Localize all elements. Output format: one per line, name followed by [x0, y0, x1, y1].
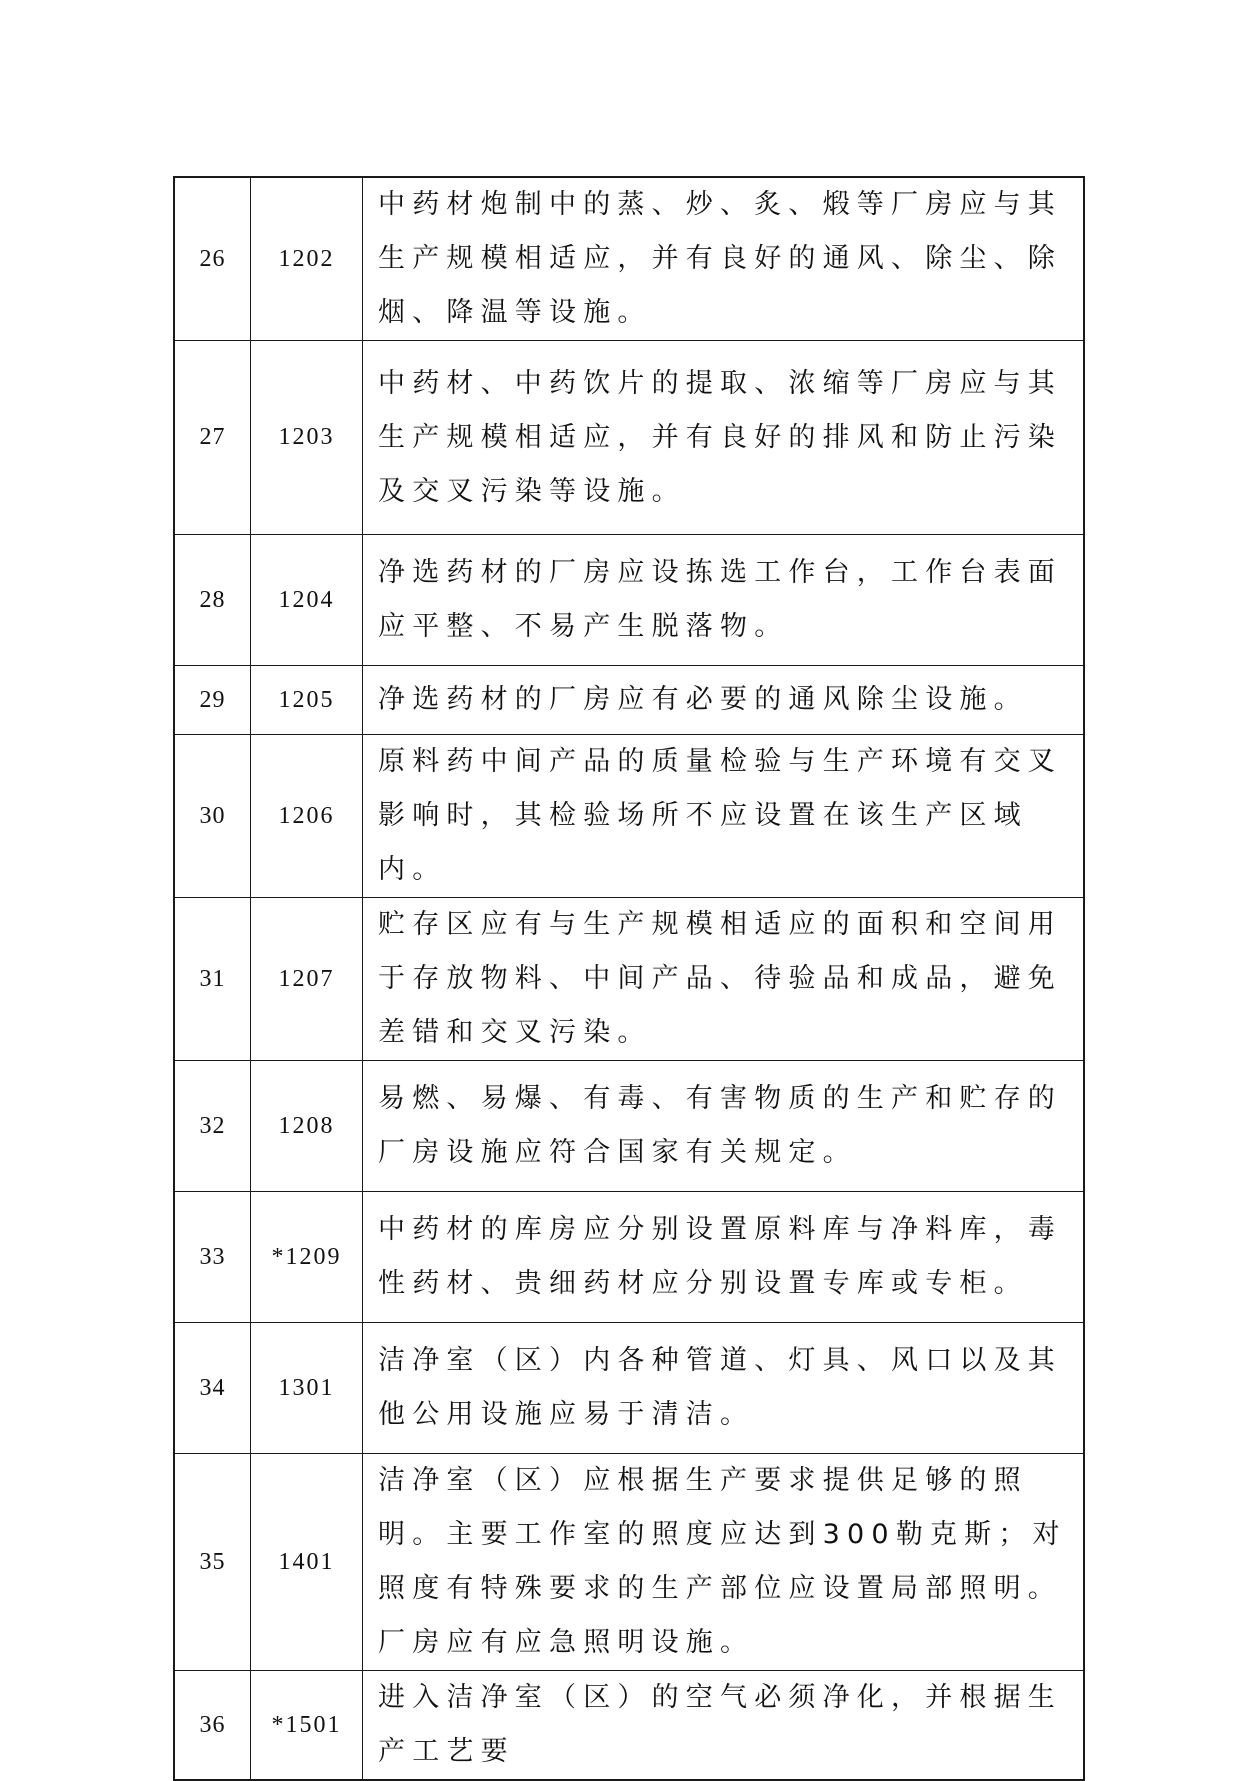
row-number: 27: [174, 341, 251, 535]
row-number: 26: [174, 177, 251, 341]
item-description: 净选药材的厂房应有必要的通风除尘设施。: [363, 666, 1085, 735]
item-description: 中药材炮制中的蒸、炒、炙、煅等厂房应与其生产规模相适应，并有良好的通风、除尘、除烟、降温等设施。: [363, 177, 1085, 341]
row-number: 30: [174, 735, 251, 898]
row-number: 33: [174, 1192, 251, 1323]
item-description: 易燃、易爆、有毒、有害物质的生产和贮存的厂房设施应符合国家有关规定。: [363, 1061, 1085, 1192]
table-row: [174, 341, 1084, 535]
item-description: 洁净室（区）内各种管道、灯具、风口以及其他公用设施应易于清洁。: [363, 1323, 1085, 1454]
table-row: [174, 1192, 1084, 1323]
item-code: *1209: [251, 1192, 363, 1323]
item-code: 1203: [251, 341, 363, 535]
row-number: 31: [174, 898, 251, 1061]
table-row: [174, 898, 1084, 1061]
item-description: 贮存区应有与生产规模相适应的面积和空间用于存放物料、中间产品、待验品和成品，避免差错和交叉污染。: [363, 898, 1085, 1061]
item-description: 洁净室（区）应根据生产要求提供足够的照明。主要工作室的照度应达到300勒克斯；对照度有特殊要求的生产部位应设置局部照明。厂房应有应急照明设施。: [363, 1454, 1085, 1671]
table-row: [174, 535, 1084, 666]
table-row: [174, 1323, 1084, 1454]
item-code: 1204: [251, 535, 363, 666]
item-description: 净选药材的厂房应设拣选工作台，工作台表面应平整、不易产生脱落物。: [363, 535, 1085, 666]
item-description: 中药材的库房应分别设置原料库与净料库，毒性药材、贵细药材应分别设置专库或专柜。: [363, 1192, 1085, 1323]
item-description: 进入洁净室（区）的空气必须净化，并根据生产工艺要: [363, 1671, 1085, 1781]
table-row: [174, 1454, 1084, 1671]
row-number: 35: [174, 1454, 251, 1671]
table-row: [174, 1671, 1084, 1781]
item-description: 中药材、中药饮片的提取、浓缩等厂房应与其生产规模相适应，并有良好的排风和防止污染及交叉污染等设施。: [363, 341, 1085, 535]
item-code: *1501: [251, 1671, 363, 1781]
row-number: 36: [174, 1671, 251, 1781]
table-row: [174, 1061, 1084, 1192]
item-code: 1205: [251, 666, 363, 735]
item-code: 1207: [251, 898, 363, 1061]
item-code: 1301: [251, 1323, 363, 1454]
row-number: 32: [174, 1061, 251, 1192]
row-number: 29: [174, 666, 251, 735]
row-number: 28: [174, 535, 251, 666]
item-code: 1208: [251, 1061, 363, 1192]
item-code: 1401: [251, 1454, 363, 1671]
table-row: [174, 735, 1084, 898]
item-description: 原料药中间产品的质量检验与生产环境有交叉影响时，其检验场所不应设置在该生产区域内。: [363, 735, 1085, 898]
item-code: 1206: [251, 735, 363, 898]
table-row: [174, 666, 1084, 735]
table-row: [174, 177, 1084, 341]
item-code: 1202: [251, 177, 363, 341]
row-number: 34: [174, 1323, 251, 1454]
inspection-items-table: [173, 176, 1085, 1781]
